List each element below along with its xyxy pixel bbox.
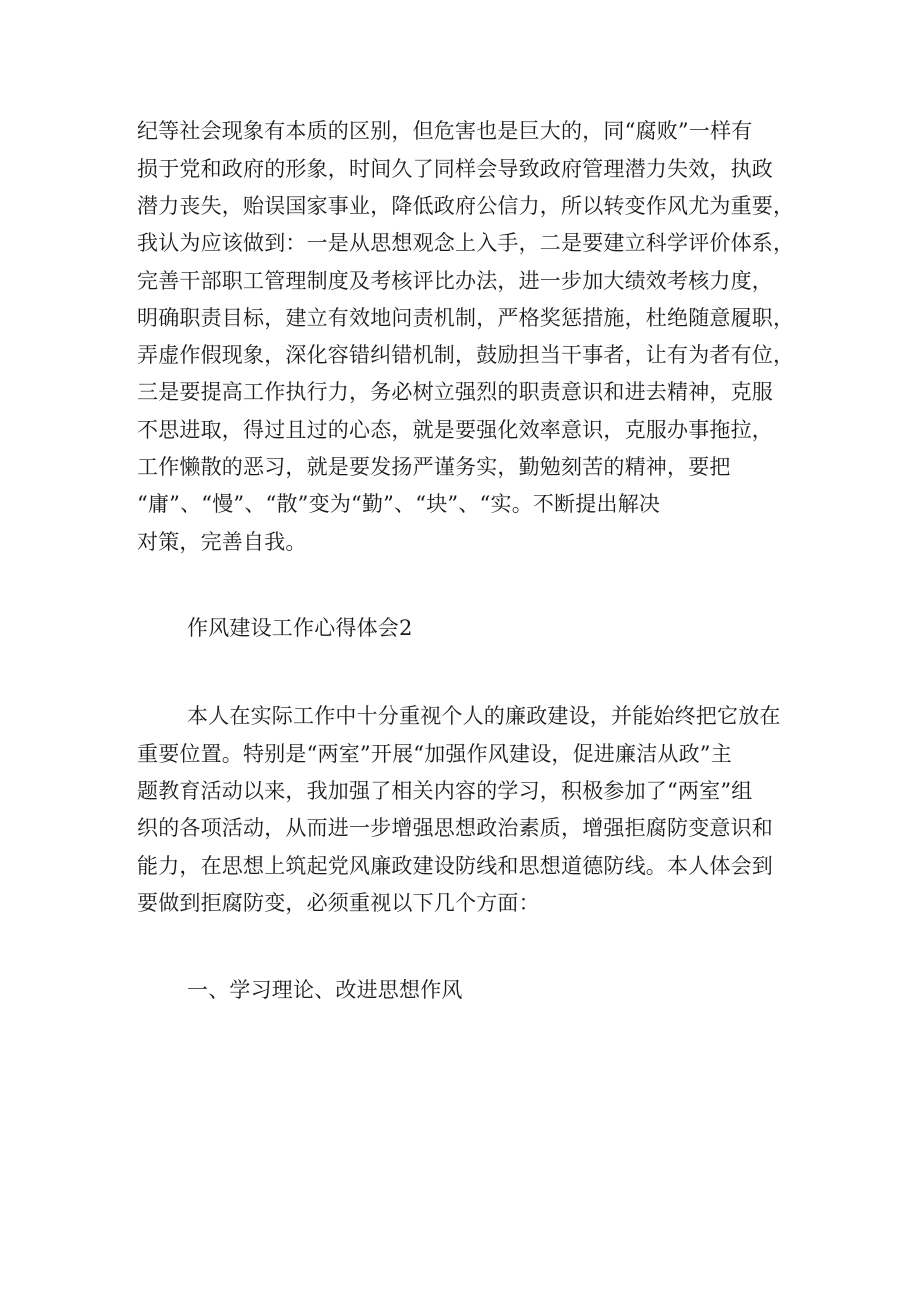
text-line: 明确职责目标，建立有效地问责机制，严格奖惩措施，杜绝随意履职，: [137, 306, 795, 330]
subheading: 一、学习理论、改进思想作风: [187, 978, 463, 1002]
text-line: 要做到拒腐防变，必须重视以下几个方面：: [137, 891, 540, 915]
text-line: 完善干部职工管理制度及考核评比办法，进一步加大绩效考核力度，: [137, 269, 773, 293]
section-title: 作风建设工作心得体会2: [187, 616, 413, 640]
text-line: 工作懒散的恶习，就是要发扬严谨务实，勤勉刻苦的精神，要把: [137, 455, 731, 479]
text-line: “庸”、“慢”、“散”变为“勤”、“块”、“实。不断提出解决: [137, 492, 661, 516]
text-line: 对策，完善自我。: [137, 530, 307, 554]
text-line: 潜力丧失，贻误国家事业，降低政府公信力，所以转变作风尤为重要，: [137, 194, 795, 218]
text-line: 三是要提高工作执行力，务必树立强烈的职责意识和进去精神，克服: [137, 380, 773, 404]
text-line: 题教育活动以来，我加强了相关内容的学习，积极参加了“两室”组: [137, 779, 753, 803]
text-line: 纪等社会现象有本质的区别，但危害也是巨大的，同“腐败”一样有: [137, 119, 753, 143]
text-line: 弄虚作假现象，深化容错纠错机制，鼓励担当干事者，让有为者有位，: [137, 343, 795, 367]
text-line: 不思进取，得过且过的心态，就是要强化效率意识，克服办事拖拉，: [137, 418, 773, 442]
text-line: 本人在实际工作中十分重视个人的廉政建设，并能始终把它放在: [187, 704, 781, 728]
text-line: 织的各项活动，从而进一步增强思想政治素质，增强拒腐防变意识和: [137, 816, 773, 840]
text-line: 我认为应该做到：一是从思想观念上入手，二是要建立科学评价体系，: [137, 231, 795, 255]
text-line: 重要位置。特别是“两室”开展“加强作风建设，促进廉洁从政”主: [137, 742, 732, 766]
text-line: 能力，在思想上筑起党风廉政建设防线和思想道德防线。本人体会到: [137, 854, 773, 878]
text-line: 损于党和政府的形象，时间久了同样会导致政府管理潜力失效，执政: [137, 157, 773, 181]
